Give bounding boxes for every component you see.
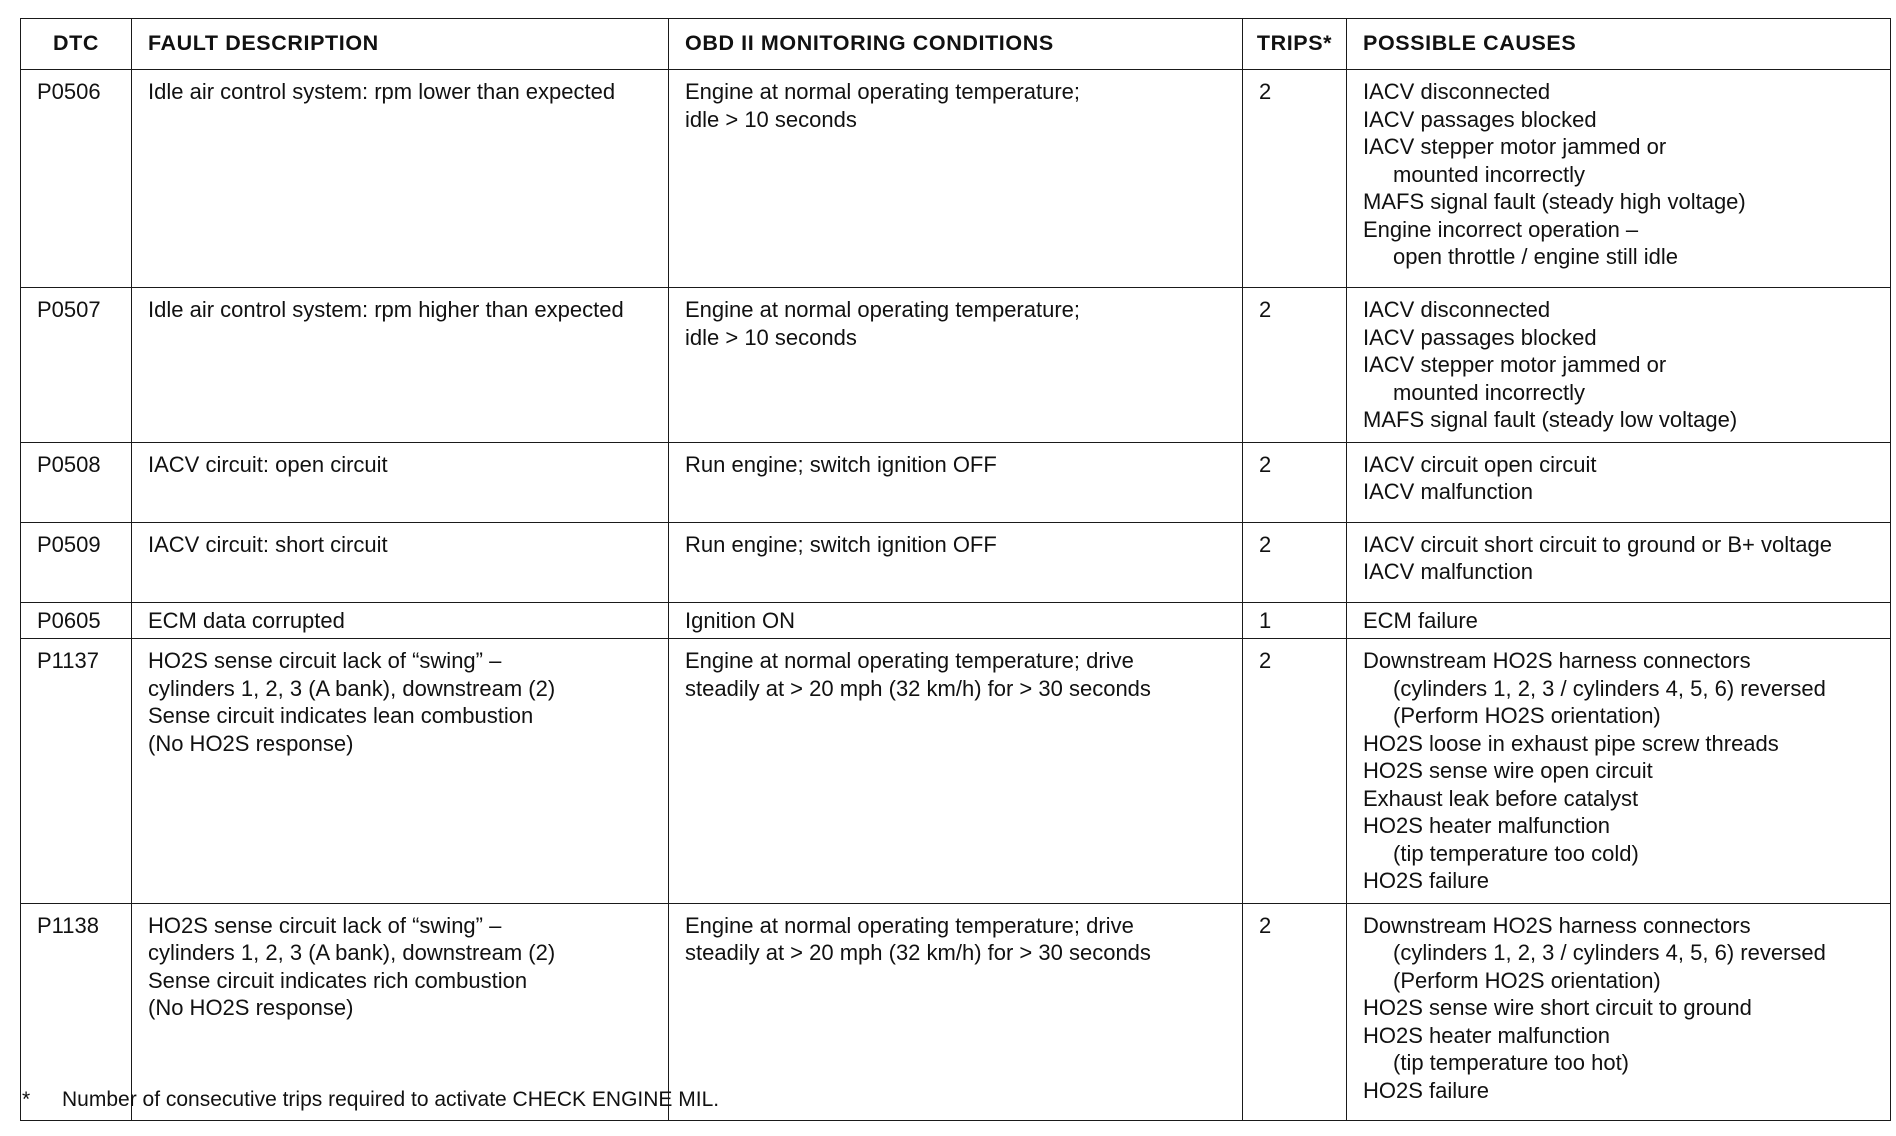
possible-causes — [1347, 70, 1891, 288]
condition-line: Engine at normal operating temperature; — [685, 79, 1081, 104]
cause-line: IACV circuit short circuit to ground or B+ voltage — [1363, 531, 1832, 557]
trips-count: 2 — [1243, 288, 1347, 443]
fault-line: Idle air control system: rpm higher than expected — [148, 297, 624, 322]
dtc-table — [20, 18, 1891, 1121]
cause-line: (Perform HO2S orientation) — [1393, 967, 1661, 993]
fault-line: HO2S sense circuit lack of “swing” – — [148, 912, 502, 938]
fault-line: Sense circuit indicates rich combustion — [148, 967, 528, 993]
possible-causes — [1347, 639, 1891, 904]
condition-line: Run engine; switch ignition OFF — [685, 451, 997, 477]
monitoring-conditions — [669, 288, 1243, 443]
cause-line: HO2S sense wire open circuit — [1363, 758, 1653, 783]
cause-line: IACV disconnected — [1363, 297, 1551, 322]
cause-line: HO2S failure — [1363, 868, 1489, 893]
cause-line: HO2S loose in exhaust pipe screw threads — [1363, 730, 1779, 756]
table-header-row — [21, 19, 1891, 70]
condition-line: steadily at > 20 mph (32 km/h) for > 30 seconds — [685, 940, 1151, 965]
dtc-code: P1137 — [21, 639, 132, 904]
condition-line: idle > 10 seconds — [685, 324, 857, 350]
cause-line: HO2S heater malfunction — [1363, 1022, 1611, 1048]
fault-line: IACV circuit: short circuit — [148, 531, 388, 557]
cause-line: IACV passages blocked — [1363, 324, 1597, 350]
cause-line: IACV malfunction — [1363, 479, 1533, 504]
monitoring-conditions — [669, 522, 1243, 602]
cause-line: open throttle / engine still idle — [1393, 244, 1678, 269]
cause-line: ECM failure — [1363, 607, 1478, 633]
fault-description — [132, 602, 669, 639]
trips-count: 2 — [1243, 70, 1347, 288]
cause-line: HO2S sense wire short circuit to ground — [1363, 995, 1752, 1020]
condition-line: steadily at > 20 mph (32 km/h) for > 30 seconds — [685, 675, 1151, 701]
footnote-marker: * — [22, 1088, 31, 1111]
table-row — [21, 442, 1891, 522]
table-row — [21, 602, 1891, 639]
dtc-code: P0509 — [21, 522, 132, 602]
fault-description — [132, 442, 669, 522]
header-dtc: DTC — [21, 19, 132, 70]
monitoring-conditions — [669, 903, 1243, 1120]
cause-line: MAFS signal fault (steady high voltage) — [1363, 189, 1746, 214]
fault-description — [132, 288, 669, 443]
cause-line: IACV stepper motor jammed or — [1363, 352, 1667, 377]
fault-description — [132, 639, 669, 904]
monitoring-conditions — [669, 639, 1243, 904]
cause-line: (tip temperature too hot) — [1393, 1050, 1630, 1075]
header-possible-causes: POSSIBLE CAUSES — [1347, 19, 1891, 70]
trips-count: 1 — [1243, 602, 1347, 639]
condition-line: idle > 10 seconds — [685, 106, 857, 132]
possible-causes — [1347, 903, 1891, 1120]
cause-line: (cylinders 1, 2, 3 / cylinders 4, 5, 6) reversed — [1393, 940, 1826, 965]
possible-causes — [1347, 602, 1891, 639]
cause-line: (cylinders 1, 2, 3 / cylinders 4, 5, 6) reversed — [1393, 675, 1826, 701]
dtc-code: P0508 — [21, 442, 132, 522]
cause-line: Engine incorrect operation – — [1363, 216, 1639, 242]
table-row — [21, 70, 1891, 288]
header-fault-description: FAULT DESCRIPTION — [132, 19, 669, 70]
cause-line: Downstream HO2S harness connectors — [1363, 912, 1751, 938]
table-row — [21, 639, 1891, 904]
footnote-text: Number of consecutive trips required to activate CHECK ENGINE MIL. — [62, 1088, 720, 1111]
fault-line: HO2S sense circuit lack of “swing” – — [148, 648, 502, 673]
cause-line: IACV circuit open circuit — [1363, 451, 1597, 477]
condition-line: Engine at normal operating temperature; drive — [685, 648, 1134, 673]
condition-line: Engine at normal operating temperature; drive — [685, 912, 1134, 938]
fault-line: (No HO2S response) — [148, 995, 354, 1020]
condition-line: Run engine; switch ignition OFF — [685, 531, 997, 557]
table-row — [21, 288, 1891, 443]
fault-line: ECM data corrupted — [148, 607, 345, 633]
header-monitoring-conditions: OBD II MONITORING CONDITIONS — [669, 19, 1243, 70]
monitoring-conditions — [669, 70, 1243, 288]
condition-line: Ignition ON — [685, 607, 796, 633]
header-trips: TRIPS* — [1243, 19, 1347, 70]
dtc-document — [20, 18, 1890, 1121]
dtc-code: P0605 — [21, 602, 132, 639]
cause-line: IACV malfunction — [1363, 559, 1533, 584]
possible-causes — [1347, 522, 1891, 602]
monitoring-conditions — [669, 602, 1243, 639]
fault-line: Sense circuit indicates lean combustion — [148, 703, 534, 728]
fault-line: (No HO2S response) — [148, 730, 354, 756]
fault-description — [132, 70, 669, 288]
cause-line: mounted incorrectly — [1393, 161, 1585, 187]
fault-line: cylinders 1, 2, 3 (A bank), downstream (2) — [148, 940, 556, 965]
trips-count: 2 — [1243, 903, 1347, 1120]
cause-line: Exhaust leak before catalyst — [1363, 785, 1639, 811]
cause-line: Downstream HO2S harness connectors — [1363, 648, 1751, 673]
fault-line: IACV circuit: open circuit — [148, 451, 388, 477]
trips-count: 2 — [1243, 639, 1347, 904]
dtc-code: P0507 — [21, 288, 132, 443]
dtc-code: P1138 — [21, 903, 132, 1120]
cause-line: MAFS signal fault (steady low voltage) — [1363, 407, 1738, 432]
cause-line: HO2S failure — [1363, 1077, 1489, 1103]
possible-causes — [1347, 442, 1891, 522]
dtc-code: P0506 — [21, 70, 132, 288]
cause-line: IACV disconnected — [1363, 79, 1551, 104]
fault-description — [132, 522, 669, 602]
cause-line: IACV passages blocked — [1363, 106, 1597, 132]
trips-count: 2 — [1243, 442, 1347, 522]
cause-line: (Perform HO2S orientation) — [1393, 703, 1661, 728]
trips-count: 2 — [1243, 522, 1347, 602]
table-row — [21, 522, 1891, 602]
cause-line: mounted incorrectly — [1393, 379, 1585, 405]
cause-line: HO2S heater malfunction — [1363, 813, 1611, 838]
fault-line: cylinders 1, 2, 3 (A bank), downstream (2) — [148, 675, 556, 701]
cause-line: IACV stepper motor jammed or — [1363, 134, 1667, 159]
monitoring-conditions — [669, 442, 1243, 522]
fault-line: Idle air control system: rpm lower than expected — [148, 79, 616, 104]
condition-line: Engine at normal operating temperature; — [685, 297, 1081, 322]
cause-line: (tip temperature too cold) — [1393, 840, 1639, 866]
possible-causes — [1347, 288, 1891, 443]
footnote — [22, 1088, 719, 1112]
